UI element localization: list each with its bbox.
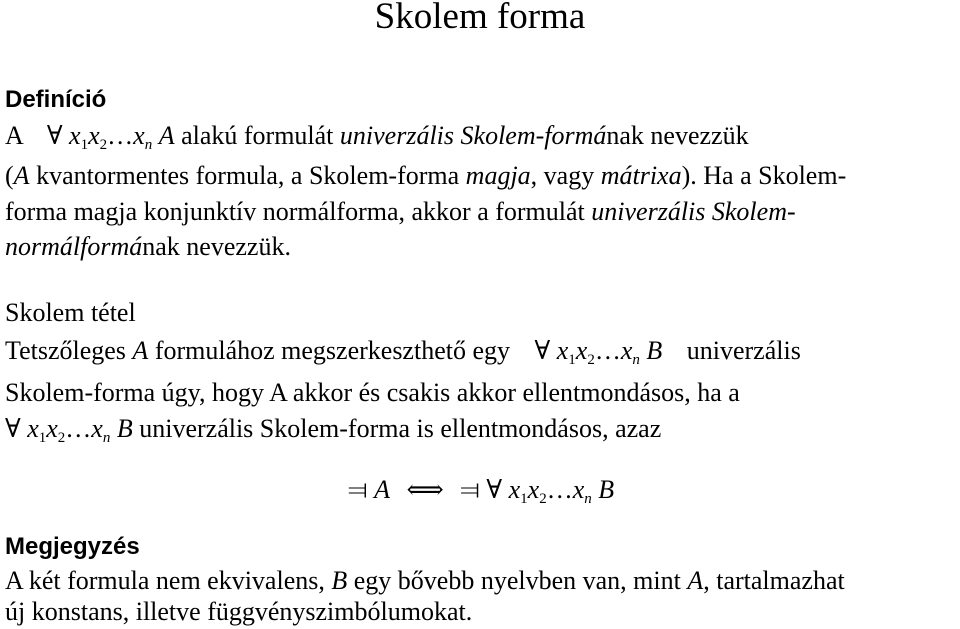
ellipsis: … [594, 336, 621, 365]
ellipsis: … [107, 121, 134, 150]
var-a: A [374, 475, 390, 504]
var-x2: x [46, 414, 58, 443]
var-x2: x [575, 336, 588, 365]
var-xn: x [620, 336, 633, 365]
text: , vagy [530, 161, 595, 190]
var-xn: x [133, 121, 145, 150]
sub-n: n [632, 352, 640, 368]
theorem-line-1 [5, 336, 801, 366]
var-b: B [331, 566, 348, 595]
var-xn: x [91, 414, 103, 443]
definition-heading: Definíció [5, 86, 107, 113]
definition-line-4 [5, 232, 291, 262]
sub-n: n [102, 430, 111, 446]
text: alakú formulát [181, 121, 334, 150]
sub-1: 1 [38, 430, 47, 446]
term: univerzális Skolem- [591, 197, 796, 226]
term: univerzális Skolem-formá [339, 121, 607, 150]
text: nak nevezzük. [142, 232, 291, 261]
matrix-b: B [116, 414, 133, 443]
contradiction-symbol: ⫤ [348, 475, 368, 504]
var-a: A [132, 336, 149, 365]
theorem-heading: Skolem tétel [5, 298, 136, 327]
equivalence-formula [348, 475, 614, 505]
remark-line-2: új konstans, illetve függvényszimbólumokat. [5, 597, 473, 626]
text: kvantormentes formula, a Skolem-forma [36, 161, 460, 190]
definition-line-3 [5, 197, 796, 227]
ellipsis: … [546, 475, 573, 504]
contradiction-symbol: ⫤ [460, 475, 480, 504]
text: forma magja konjunktív normálforma, akkor a formulát [5, 197, 585, 226]
text: ). Ha a Skolem- [681, 161, 847, 190]
sub-2: 2 [57, 430, 66, 446]
text: nak nevezzük [606, 121, 749, 150]
var-x1: x [556, 336, 569, 365]
var-a: A [687, 566, 704, 595]
remark-line-1 [5, 566, 845, 596]
sub-2: 2 [539, 491, 547, 507]
var-x2: x [527, 475, 540, 504]
matrix-a: A [158, 121, 175, 150]
matrix-b: B [598, 475, 615, 504]
definition-line-2 [5, 161, 846, 191]
equivalence-arrow: ⟺ [406, 475, 444, 504]
matrix-b: B [646, 336, 663, 365]
term-matrixa: mátrixa [600, 161, 682, 190]
term: normálformá [5, 232, 143, 261]
sub-n: n [584, 491, 592, 507]
ellipsis: … [65, 414, 92, 443]
var-xn: x [572, 475, 585, 504]
var-x1: x [27, 414, 39, 443]
text: univerzális [686, 336, 801, 365]
var-x2: x [88, 121, 100, 150]
text: A [5, 121, 23, 150]
sub-2: 2 [99, 137, 108, 153]
definition-line-1 [5, 121, 749, 151]
text: ( [5, 161, 14, 190]
forall-symbol: ∀ [486, 475, 503, 504]
text: egy bővebb nyelvben van, mint [353, 566, 681, 595]
text: A két formula nem ekvivalens, [5, 566, 325, 595]
remark-heading: Megjegyzés [5, 533, 140, 560]
sub-n: n [144, 137, 153, 153]
forall-symbol: ∀ [534, 336, 551, 365]
forall-symbol: ∀ [5, 414, 21, 443]
text: , tartalmazhat [703, 566, 845, 595]
theorem-line-3 [5, 414, 661, 444]
sub-1: 1 [520, 491, 528, 507]
term-magja: magja [465, 161, 531, 190]
theorem-line-2: Skolem-forma úgy, hogy A akkor és csakis akkor ellentmondásos, ha a [5, 378, 740, 407]
forall-symbol: ∀ [46, 121, 63, 150]
sub-1: 1 [80, 137, 89, 153]
sub-2: 2 [587, 352, 595, 368]
var-a: A [13, 161, 30, 190]
page-title: Skolem forma [374, 0, 586, 37]
sub-1: 1 [568, 352, 576, 368]
text: Tetszőleges [5, 336, 126, 365]
text: formulához megszerkeszthető egy [154, 336, 511, 365]
var-x1: x [69, 121, 81, 150]
var-x1: x [508, 475, 521, 504]
text: univerzális Skolem-forma is ellentmondásos, azaz [139, 414, 662, 443]
